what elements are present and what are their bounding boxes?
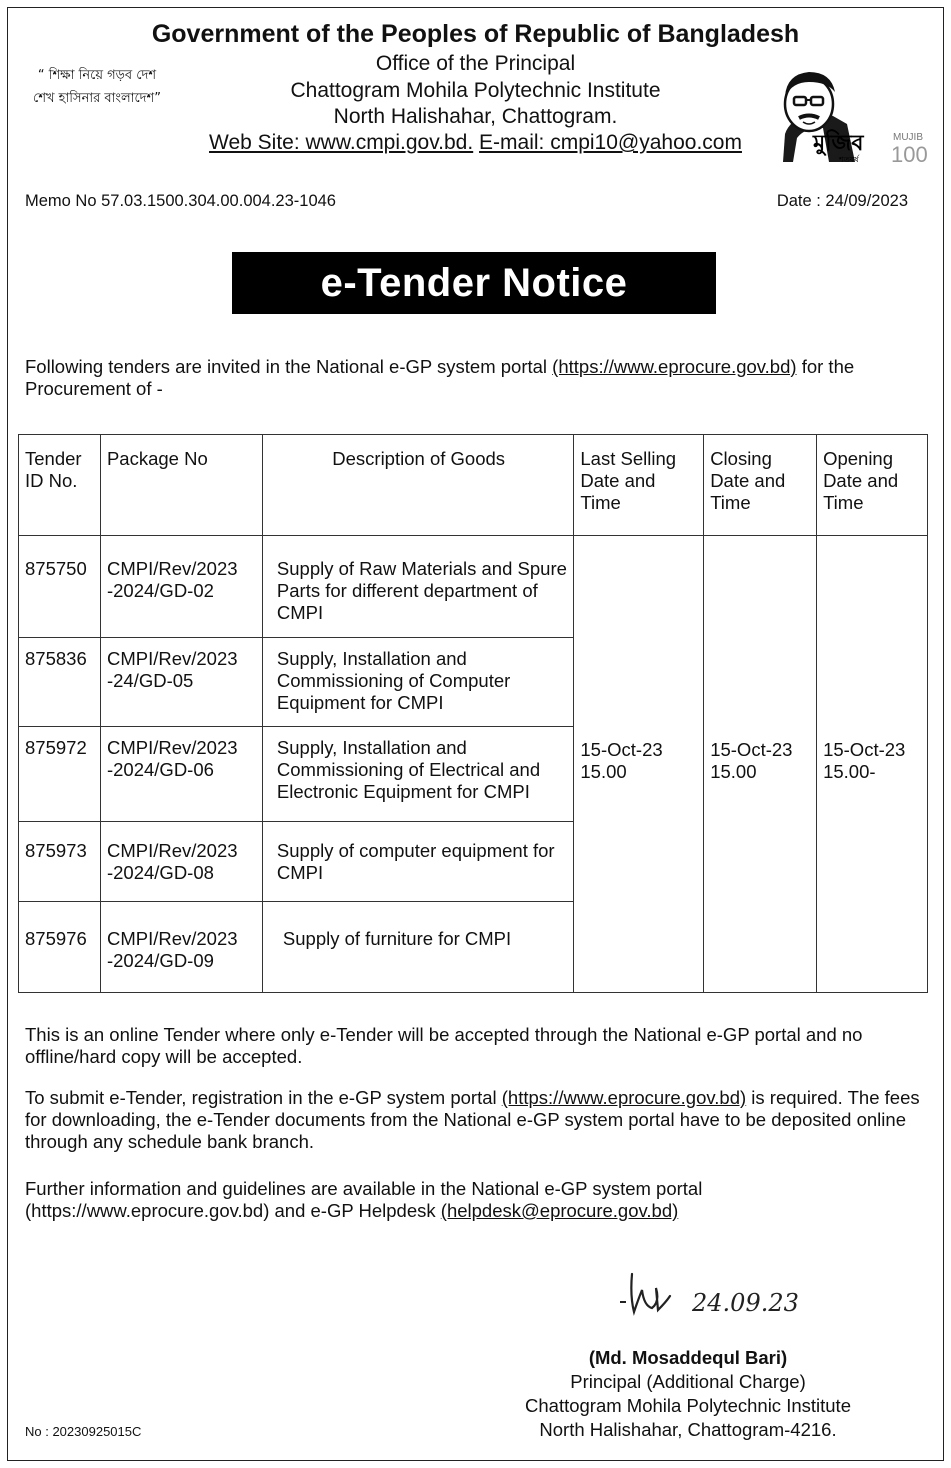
registration-text: To submit e-Tender, registration in the e-GP system portal <box>25 1087 497 1108</box>
intro-text: Following tenders are invited in the National e-GP system portal <box>25 356 548 377</box>
package-cell: CMPI/Rev/2023 -2024/GD-09 <box>100 902 262 993</box>
tender-id-cell: 875972 <box>19 727 101 822</box>
signatory-address: North Halishahar, Chattogram-4216. <box>539 1419 837 1440</box>
header-description: Description of Goods <box>262 435 573 536</box>
tender-id-cell: 875836 <box>19 638 101 727</box>
opening-cell: 15-Oct-23 15.00- <box>817 536 928 993</box>
package-cell: CMPI/Rev/2023 -24/GD-05 <box>100 638 262 727</box>
notice-banner: e-Tender Notice <box>232 252 716 314</box>
guidelines-text: Further information and guidelines are available in the National e-GP system portal (https://www.eprocure.gov.bd) and e-GP Helpdesk <box>25 1178 703 1221</box>
email-link[interactable]: E-mail: cmpi10@yahoo.com <box>479 131 742 154</box>
logo-text-100: 100 <box>891 142 928 167</box>
institute-name: Chattogram Mohila Polytechnic Institute <box>290 79 661 102</box>
header-last-selling: Last Selling Date and Time <box>574 435 704 536</box>
website-link[interactable]: Web Site: www.cmpi.gov.bd. <box>209 131 474 154</box>
online-tender-paragraph: This is an online Tender where only e-Tender will be accepted through the National e-GP portal and no offline/hard copy will be accepted. <box>25 1024 863 1067</box>
header-closing: Closing Date and Time <box>704 435 817 536</box>
intro-text-end: for the Procurement of - <box>25 356 855 399</box>
government-title: Government of the Peoples of Republic of Bangladesh <box>151 20 800 48</box>
description-cell: Supply of computer equipment for CMPI <box>262 822 573 902</box>
signature-date: 24.09.23 <box>692 1289 799 1317</box>
institute-address: North Halishahar, Chattogram. <box>333 105 618 128</box>
eprocure-link[interactable]: (https://www.eprocure.gov.bd) <box>552 356 797 377</box>
description-cell: Supply, Installation and Commissioning of Electrical and Electronic Equipment for CMPI <box>262 727 573 822</box>
closing-cell: 15-Oct-23 15.00 <box>704 536 817 993</box>
helpdesk-email-link[interactable]: (helpdesk@eprocure.gov.bd) <box>440 1200 679 1221</box>
tender-id-cell: 875976 <box>19 902 101 993</box>
package-cell: CMPI/Rev/2023 -2024/GD-08 <box>100 822 262 902</box>
signatory-name-text: (Md. Mosaddequl Bari) <box>588 1347 788 1368</box>
header-tender-id: Tender ID No. <box>19 435 101 536</box>
document-number: No : 20230925015C <box>25 1424 142 1439</box>
tender-id-cell: 875750 <box>19 536 101 638</box>
package-cell: CMPI/Rev/2023 -2024/GD-02 <box>100 536 262 638</box>
description-cell: Supply of furniture for CMPI <box>262 902 573 993</box>
slogan-line-2: শেখ হাসিনার বাংলাদেশ” <box>33 91 161 106</box>
package-cell: CMPI/Rev/2023 -2024/GD-06 <box>100 727 262 822</box>
header-package-no: Package No <box>100 435 262 536</box>
header-opening: Opening Date and Time <box>817 435 928 536</box>
handwritten-signature <box>612 1266 832 1336</box>
eprocure-registration-link[interactable]: (https://www.eprocure.gov.bd) <box>501 1087 747 1108</box>
registration-text-end: is required. The fees for downloading, the e-Tender documents from the National e-GP system portal have to be deposited online through any schedule bank branch. <box>25 1087 920 1152</box>
tender-table <box>18 434 928 993</box>
slogan-line-1: “ শিক্ষা নিয়ে গড়ব দেশ <box>37 68 157 83</box>
description-cell: Supply of Raw Materials and Spure Parts for different department of CMPI <box>262 536 573 638</box>
tender-id-cell: 875973 <box>19 822 101 902</box>
office-name: Office of the Principal <box>375 52 576 75</box>
description-cell: Supply, Installation and Commissioning of Computer Equipment for CMPI <box>262 638 573 727</box>
logo-text-sub: শতবর্ষ <box>839 155 859 164</box>
memo-date: Date : 24/09/2023 <box>776 192 908 210</box>
memo-number: Memo No 57.03.1500.304.00.004.23-1046 <box>25 192 336 210</box>
signatory-designation: Principal (Additional Charge) <box>570 1371 806 1392</box>
mujib-100-logo <box>763 64 928 167</box>
signatory-name <box>470 1346 906 1442</box>
logo-text-bengali: মুজিব <box>813 131 864 156</box>
guidelines-paragraph <box>25 1178 925 1222</box>
intro-paragraph <box>25 356 925 400</box>
last-selling-cell: 15-Oct-23 15.00 <box>574 536 704 993</box>
table-header-row <box>19 435 928 536</box>
table-row <box>19 536 928 638</box>
logo-text-mujib: MUJIB <box>893 132 923 143</box>
registration-paragraph <box>25 1087 925 1153</box>
signatory-institute: Chattogram Mohila Polytechnic Institute <box>525 1395 851 1416</box>
